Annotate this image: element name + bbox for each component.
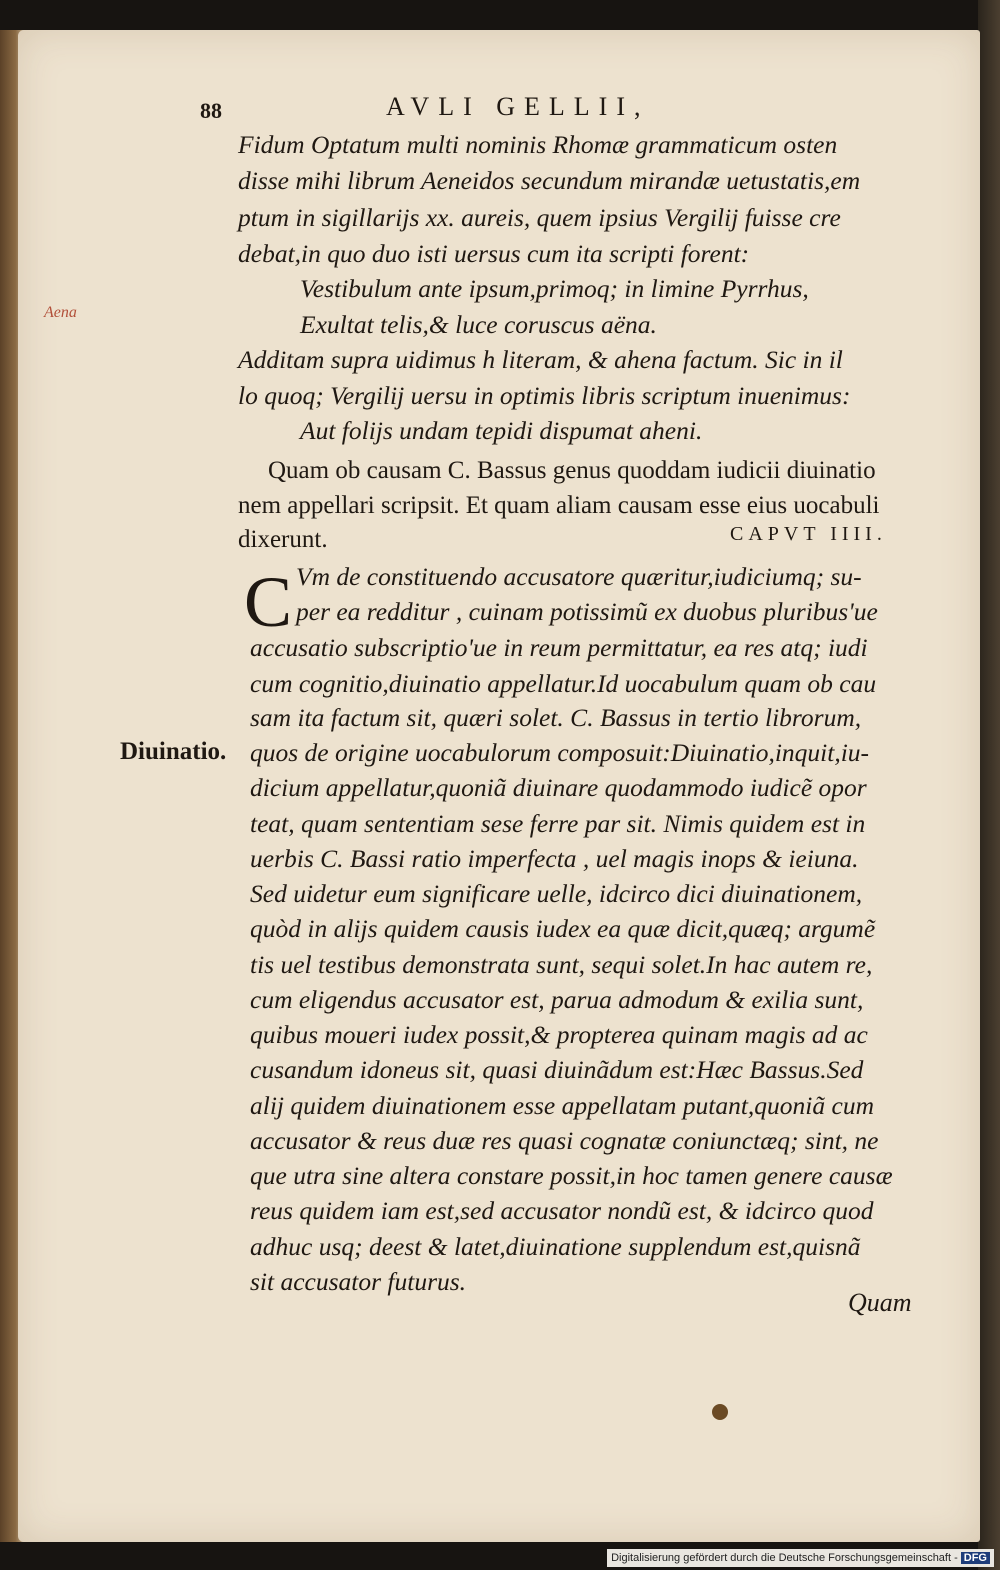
text-line-p19: reus quidem iam est,sed accusator nondũ est, & idcirco quod	[250, 1196, 874, 1225]
margin-note-divinatio: Diuinatio.	[120, 738, 227, 765]
drop-capital: C	[244, 562, 293, 642]
footer-label: Digitalisierung gefördert durch die Deutsche Forschungsgemeinschaft -	[611, 1552, 958, 1564]
text-line-3: ptum in sigillarijs xx. aureis, quem ipsius Vergilij fuisse cre	[238, 203, 841, 232]
text-line-p1: Vm de constituendo accusatore quæritur,iudiciumq; su-	[296, 562, 862, 591]
running-head: AVLI GELLII,	[386, 92, 650, 121]
text-line-6: lo quoq; Vergilij uersu in optimis libris scriptum inuenimus:	[238, 381, 851, 410]
chapter-number: CAPVT IIII.	[730, 523, 887, 545]
text-line-p18: que utra sine altera constare possit,in hoc tamen genere causæ	[250, 1161, 893, 1190]
text-line-p5: sam ita factum sit, quæri solet. C. Bassus in tertio librorum,	[250, 703, 862, 732]
text-line-p9: uerbis C. Bassi ratio imperfecta , uel magis inops & ieiuna.	[250, 844, 859, 873]
text-line-p4: cum cognitio,diuinatio appellatur.Id uocabulum quam ob cau	[250, 669, 877, 698]
dfg-logo: DFG	[961, 1552, 990, 1564]
text-line-p14: quibus moueri iudex possit,& propterea quinam magis ad ac	[250, 1020, 868, 1049]
text-line-p3: accusatio subscriptio'ue in reum permittatur, ea res atq; iudi	[250, 633, 868, 662]
verse-line-1: Vestibulum ante ipsum,primoq; in limine Pyrrhus,	[300, 274, 809, 303]
verse-line-3: Aut folijs undam tepidi dispumat aheni.	[300, 416, 703, 445]
text-line-p7: dicium appellatur,quoniã diuinare quodammodo iudicẽ opor	[250, 773, 867, 802]
text-line-2: disse mihi librum Aeneidos secundum mirandæ uetustatis,em	[238, 166, 861, 195]
text-line-p20: adhuc usq; deest & latet,diuinatione supplendum est,quisnã	[250, 1232, 861, 1261]
page-number: 88	[200, 98, 222, 123]
text-line-1: Fidum Optatum multi nominis Rhomæ grammaticum osten	[238, 130, 838, 159]
chapter-summary-line-3: dixerunt.	[238, 526, 328, 553]
book-edge	[978, 0, 1000, 1570]
text-line-p11: quòd in alijs quidem causis iudex ea quæ dicit,quæq; argumẽ	[250, 914, 876, 943]
text-line-p21: sit accusator futurus.	[250, 1267, 467, 1296]
verse-line-2: Exultat telis,& luce coruscus aëna.	[300, 310, 657, 339]
text-line-5: Additam supra uidimus h literam, & ahena factum. Sic in il	[238, 345, 843, 374]
text-line-p17: accusator & reus duæ res quasi cognatæ coniunctæq; sint, ne	[250, 1126, 879, 1155]
text-line-p8: teat, quam sententiam sese ferre par sit. Nimis quidem est in	[250, 809, 866, 838]
margin-note-red: Aena	[44, 304, 77, 321]
digitization-footer	[607, 1549, 994, 1567]
text-line-4: debat,in quo duo isti uersus cum ita scripti forent:	[238, 239, 750, 268]
chapter-summary-line-2: nem appellari scripsit. Et quam aliam causam esse eius uocabuli	[238, 492, 880, 519]
text-line-p12: tis uel testibus demonstrata sunt, sequi solet.In hac autem re,	[250, 950, 873, 979]
text-line-p16: alij quidem diuinationem esse appellatam putant,quoniã cum	[250, 1091, 874, 1120]
text-line-p6: quos de origine uocabulorum composuit:Diuinatio,inquit,iu-	[250, 738, 870, 767]
text-line-p15: cusandum idoneus sit, quasi diuinãdum est:Hæc Bassus.Sed	[250, 1055, 864, 1084]
text-line-p10: Sed uidetur eum significare uelle, idcirco dici diuinationem,	[250, 879, 863, 908]
text-line-p13: cum eligendus accusator est, parua admodum & exilia sunt,	[250, 985, 864, 1014]
text-line-p2: per ea redditur , cuinam potissimũ ex duobus pluribus'ue	[296, 597, 878, 626]
chapter-summary-line-1: Quam ob causam C. Bassus genus quoddam iudicii diuinatio	[268, 457, 876, 484]
catchword: Quam	[848, 1288, 912, 1317]
ink-spot	[712, 1404, 728, 1420]
